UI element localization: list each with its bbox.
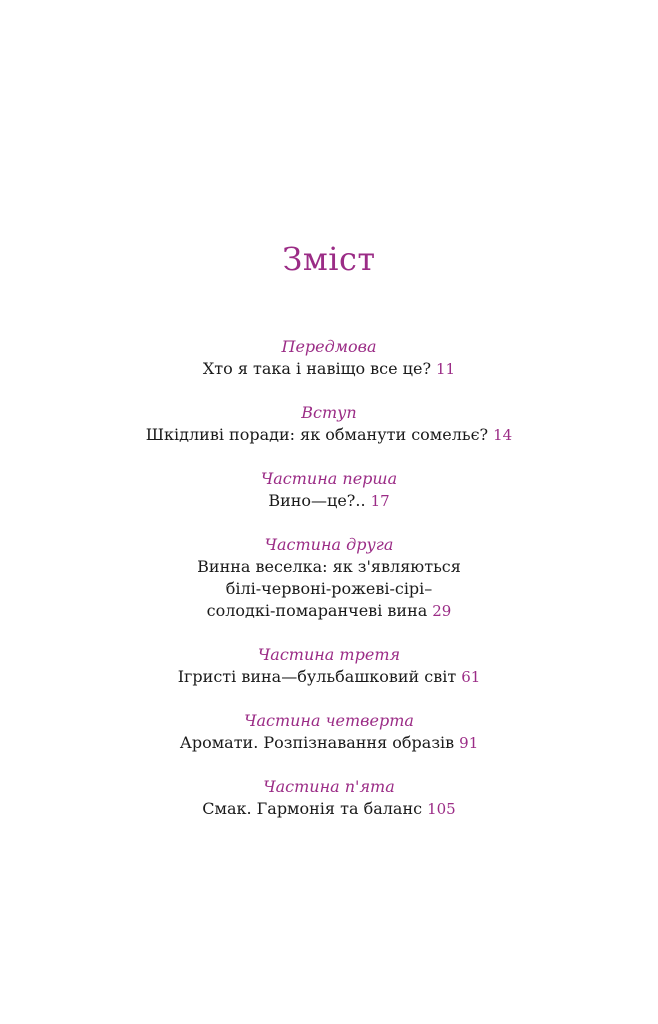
toc-chapter-text: Шкідливі поради: як обманути сомельє? xyxy=(145,425,489,444)
toc-chapter-title xyxy=(0,798,658,820)
toc-entry-part-four xyxy=(0,710,658,754)
toc-entry-part-five xyxy=(0,776,658,820)
toc-page-number: 17 xyxy=(370,492,390,510)
toc-part-label: Частина четверта xyxy=(244,711,414,730)
toc-chapter-text: Ігристі вина—бульбашковий світ xyxy=(177,667,457,686)
toc-entry-part-one xyxy=(0,468,658,512)
toc-part-label: Частина п'ята xyxy=(263,777,395,796)
toc-page-number: 14 xyxy=(493,426,513,444)
toc-entry-part-three xyxy=(0,644,658,688)
toc-part-label: Вступ xyxy=(301,403,357,422)
toc-entry-introduction xyxy=(0,402,658,446)
toc-part-label: Передмова xyxy=(281,337,377,356)
toc-chapter-title xyxy=(0,424,658,446)
toc-chapter-title-line-2: білі-червоні-рожеві-сірі– xyxy=(225,579,433,598)
toc-page-number: 29 xyxy=(432,602,452,620)
toc-page-number: 105 xyxy=(427,800,456,818)
toc-page-number: 61 xyxy=(461,668,481,686)
toc-part-label: Частина третя xyxy=(257,645,401,664)
toc-chapter-text: Смак. Гармонія та баланс xyxy=(202,799,423,818)
toc-chapter-text: Аромати. Розпізнавання образів xyxy=(179,733,455,752)
toc-title: Зміст xyxy=(282,240,376,278)
toc-chapter-text: Хто я така і навіщо все це? xyxy=(202,359,432,378)
toc-chapter-title xyxy=(0,490,658,512)
toc-entry-part-two xyxy=(0,534,658,622)
toc-chapter-title xyxy=(0,358,658,380)
toc-part-label: Частина перша xyxy=(260,469,398,488)
toc-chapter-text: Вино—це?.. xyxy=(268,491,366,510)
toc-page-number: 91 xyxy=(459,734,479,752)
toc-chapter-title-line-1: Винна веселка: як з'являються xyxy=(197,557,461,576)
toc-chapter-text: солодкі-помаранчеві вина xyxy=(206,601,428,620)
toc-part-label: Частина друга xyxy=(264,535,394,554)
toc-chapter-title xyxy=(0,666,658,688)
toc-entry-foreword xyxy=(0,336,658,380)
toc-chapter-title-line-3 xyxy=(0,600,658,622)
toc-list xyxy=(0,336,658,842)
toc-page-number: 11 xyxy=(436,360,456,378)
toc-chapter-title xyxy=(0,732,658,754)
